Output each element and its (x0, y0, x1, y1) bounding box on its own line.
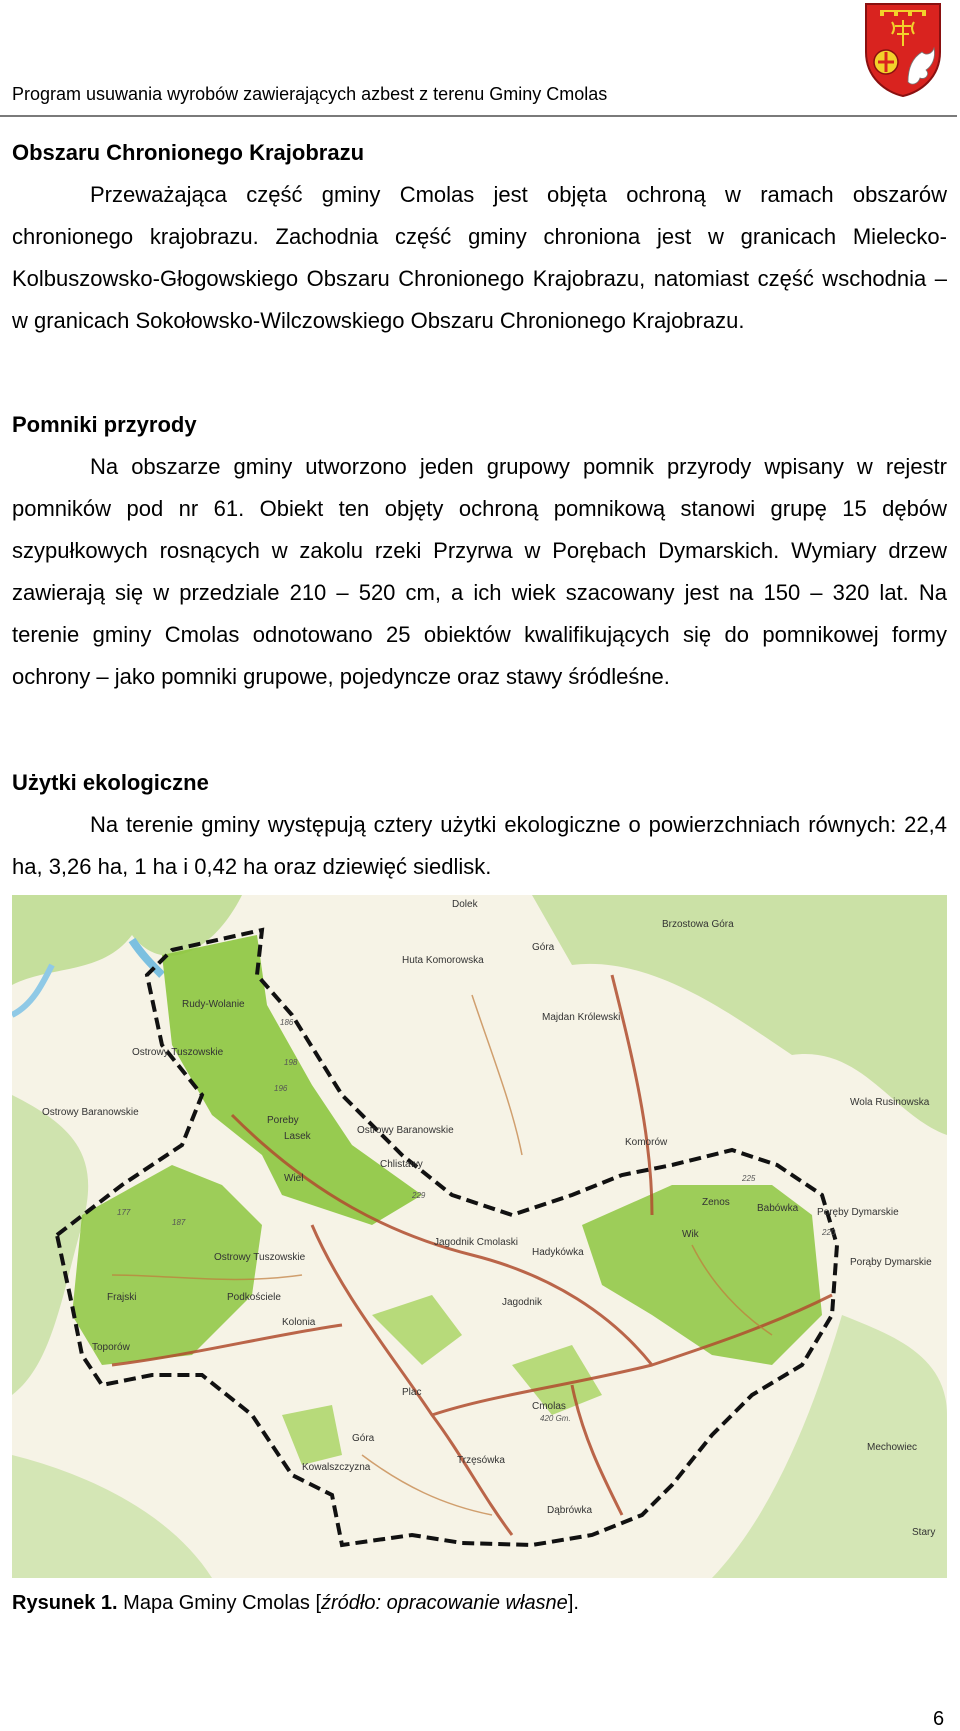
map-label: Wik (682, 1229, 699, 1240)
map-label: Plac (402, 1387, 422, 1398)
map-label: Mechowiec (867, 1442, 918, 1453)
page-number: 6 (933, 1708, 945, 1730)
map-label: Rudy-Wolanie (182, 999, 245, 1010)
map-label: Ostrowy Baranowskie (42, 1107, 139, 1118)
map-label: Dąbrówka (547, 1505, 593, 1516)
map-elevation: 198 (284, 1058, 298, 1067)
map-label: Porąby Dymarskie (850, 1257, 932, 1268)
map-label: Trzęsówka (457, 1455, 505, 1466)
map-label: Góra (532, 942, 555, 953)
map-label: Babówka (757, 1203, 799, 1214)
section-paragraph: Na terenie gminy występują cztery użytki ekologiczne o powierzchniach równych: 22,4 ha, 3,26 ha, 1 ha i 0,42 ha oraz dziewięć siedlisk. (12, 812, 947, 879)
municipality-map (12, 895, 947, 1578)
map-elevation: 187 (172, 1218, 186, 1227)
map-label: Frajski (107, 1292, 137, 1303)
map-elevation: 186 (280, 1018, 294, 1027)
map-elevation: 420 Gm. (540, 1414, 571, 1423)
map-label: Góra (352, 1433, 375, 1444)
map-label: Ostrowy Tuszowskie (214, 1252, 306, 1263)
map-label: Ostrowy Tuszowskie (132, 1047, 224, 1058)
map-label: Lasek (284, 1131, 311, 1142)
map-label: Dolek (452, 899, 478, 910)
map-label: Cmolas (532, 1401, 566, 1412)
map-elevation: 196 (274, 1084, 288, 1093)
map-label: Ostrowy Baranowskie (357, 1125, 454, 1136)
map-label: Kowalszczyzna (302, 1462, 371, 1473)
map-label: Hadykówka (532, 1247, 584, 1258)
map-label: Poreby (267, 1115, 299, 1126)
map-elevation: 229 (412, 1191, 426, 1200)
map-label: Stary (912, 1527, 936, 1538)
map-label: Chlistawy (380, 1159, 423, 1170)
map-label: Jagodnik Cmolaski (434, 1237, 518, 1248)
map-elevation: 225 (742, 1174, 756, 1183)
map-label: Toporów (92, 1342, 130, 1353)
map-label: Poręby Dymarskie (817, 1207, 899, 1218)
map-label: Huta Komorowska (402, 955, 484, 966)
map-elevation: 220 (822, 1228, 836, 1237)
coat-of-arms-icon (862, 0, 944, 98)
map-label: Komorów (625, 1137, 668, 1148)
map-label: Podkościele (227, 1292, 281, 1303)
section-paragraph: Na obszarze gminy utworzono jeden grupowy pomnik przyrody wpisany w rejestr pomników pod nr 61. Obiekt ten objęty ochroną pomnikową stanowi grupę 15 dębów szypułkowych rosnących w zakolu rzeki Przyrwa w Porębach Dymarskich. Wymiary drzew zawierają się w przedziale 210 – 520 cm, a ich wiek szacowany jest na 150 – 320 lat. Na terenie gminy Cmolas odnotowano 25 obiektów kwalifikujących się do pomnikowej formy ochrony – jako pomniki grupowe, pojedyncze oraz stawy śródleśne. (12, 454, 947, 689)
section-paragraph: Przeważająca część gminy Cmolas jest objęta ochroną w ramach obszarów chronionego krajobrazu. Zachodnia część gminy chroniona jest w granicach Mielecko-Kolbuszowsko-Głogowskiego Obszaru Chronionego Krajobrazu, natomiast część wschodnia – w granicach Sokołowsko-Wilczowskiego Obszaru Chronionego Krajobrazu. (12, 182, 947, 333)
header-divider (0, 115, 957, 117)
header-title: Program usuwania wyrobów zawierających azbest z terenu Gminy Cmolas (12, 84, 608, 104)
map-label: Brzostowa Góra (662, 919, 734, 930)
map-label: Majdan Królewski (542, 1012, 621, 1023)
map-label: Wiel (284, 1173, 304, 1184)
section-heading: Użytki ekologiczne (12, 770, 209, 795)
map-label: Kolonia (282, 1317, 316, 1328)
map-label: Wola Rusinowska (850, 1097, 930, 1108)
section-heading: Obszaru Chronionego Krajobrazu (12, 140, 365, 165)
figure-caption: Rysunek 1. Mapa Gminy Cmolas [źródło: opracowanie własne]. (12, 1592, 579, 1614)
map-elevation: 177 (117, 1208, 131, 1217)
map-label: Jagodnik (502, 1297, 543, 1308)
section-heading: Pomniki przyrody (12, 412, 197, 437)
map-label: Zenos (702, 1197, 730, 1208)
